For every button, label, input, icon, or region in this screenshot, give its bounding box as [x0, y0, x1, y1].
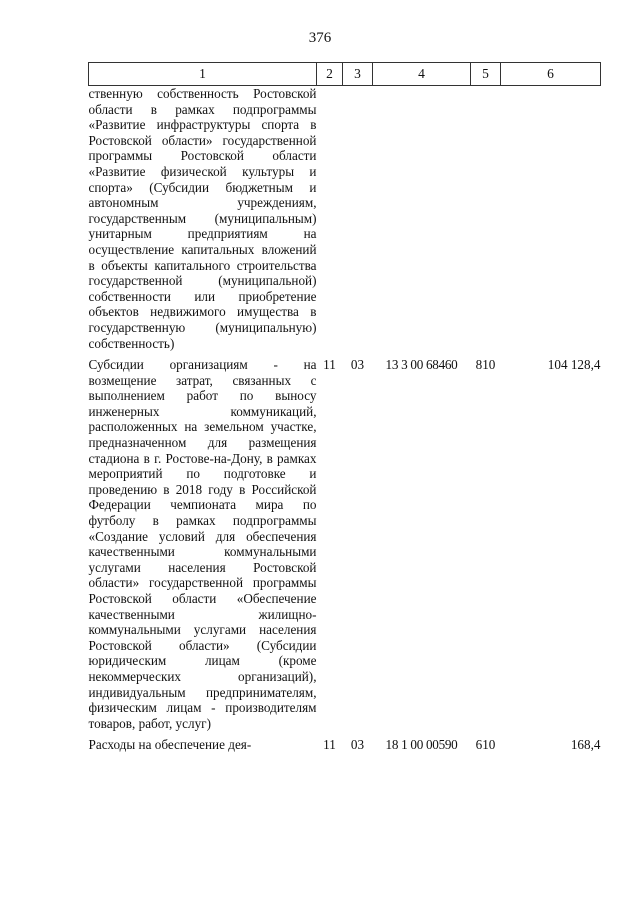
table-row [89, 357, 601, 737]
column-header-4: 4 [373, 63, 471, 86]
row-section: 11 [323, 737, 336, 753]
row-target-code: 18 1 00 00590 [385, 737, 458, 753]
row-expense-type: 810 [475, 357, 496, 373]
row-target-code: 13 3 00 68460 [385, 357, 458, 373]
budget-table [88, 62, 601, 759]
column-header-6: 6 [501, 63, 601, 86]
row-description: Расходы на обеспечение дея- [88, 737, 252, 753]
column-header-3: 3 [343, 63, 373, 86]
row-expense-type: 610 [475, 737, 496, 753]
row-amount [501, 86, 601, 358]
column-header-2: 2 [317, 63, 343, 86]
column-header-5: 5 [471, 63, 501, 86]
column-header-1: 1 [89, 63, 317, 86]
row-expense-type [471, 86, 501, 358]
row-subsection: 03 [350, 357, 365, 373]
row-subsection: 03 [350, 737, 365, 753]
row-subsection [343, 86, 373, 358]
row-amount: 104 128,4 [547, 357, 601, 373]
row-target-code [373, 86, 471, 358]
table-row [89, 86, 601, 358]
row-description: ственную собственность Ростовской области в рамках подпрограммы «Развитие инфраструктуры спорта в Ростовской области» государственной программы Ростовской области «Развитие физической культуры и спорта» (Субсидии бюджетным и автономным учреждениям, государственным (муниципальным) унитарным предприятиям на осуществление капитальных вложений в объекты капитального строительства государственной (муниципальной) собственности или приобретение объектов недвижимого имущества в государственную (муниципальную) собственность) [88, 86, 317, 351]
row-section: 11 [323, 357, 336, 373]
page-number: 376 [308, 30, 332, 46]
row-amount: 168,4 [570, 737, 601, 753]
row-section [317, 86, 343, 358]
table-row [89, 737, 601, 759]
row-description: Субсидии организациям - на возмещение затрат, связанных с выполнением работ по выносу инженерных коммуникаций, расположенных на земельном участке, предназначенном для размещения стадиона в г. Ростове-на-Дону, в рамках мероприятий по подготовке и проведению в 2018 году в Российской Федерации чемпионата мира по футболу в рамках подпрограммы «Создание условий для обеспечения качественными коммунальными услугами населения Ростовской области» государственной программы Ростовской области «Обеспечение качественными жилищно-коммунальными услугами населения Ростовской области» (Субсидии юридическим лицам (кроме некоммерческих организаций), индивидуальным предпринимателям, физическим лицам - производителям товаров, работ, услуг) [88, 357, 317, 731]
table-header-row [89, 63, 601, 86]
